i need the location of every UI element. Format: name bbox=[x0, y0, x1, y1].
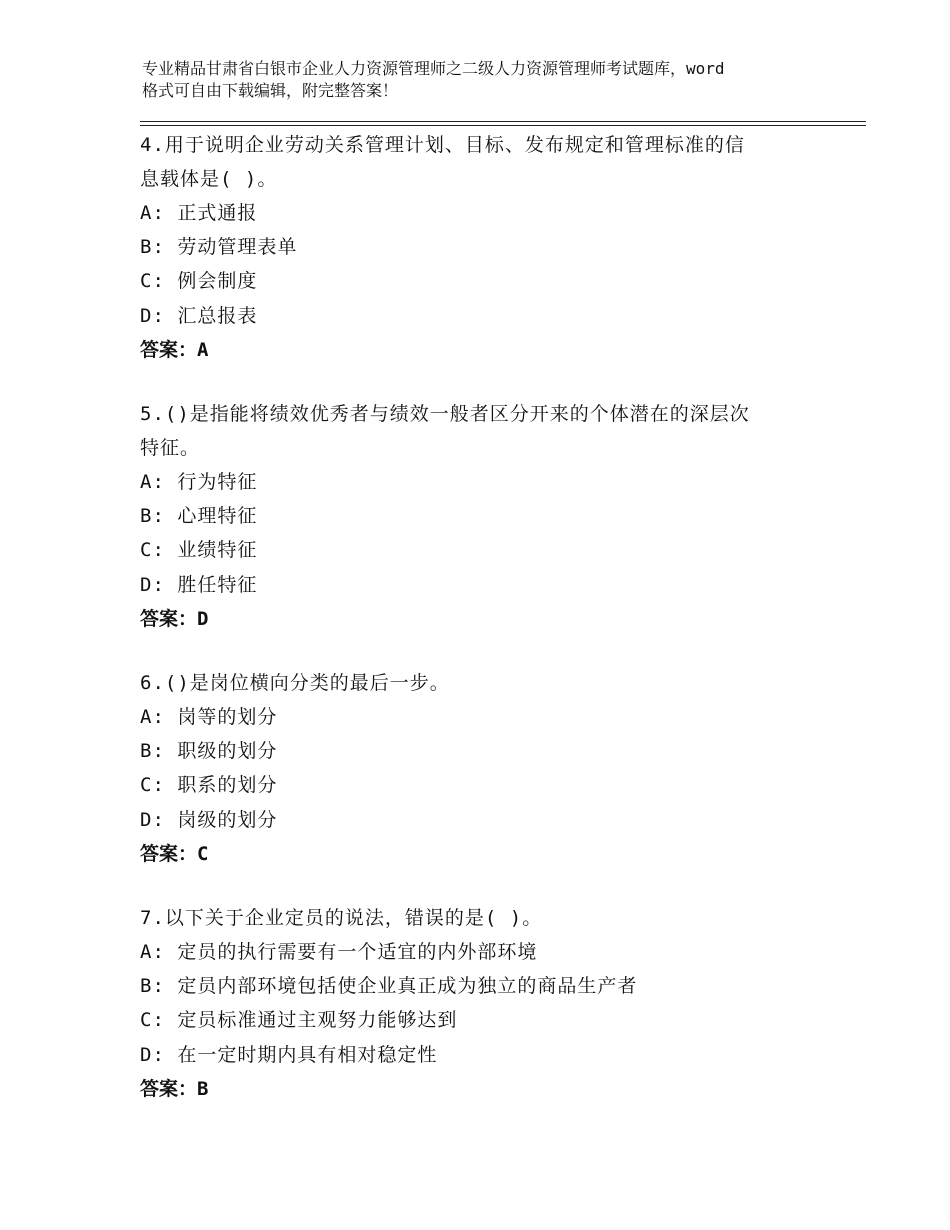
option-a: A: 行为特征 bbox=[140, 471, 258, 494]
option-c: C: 业绩特征 bbox=[140, 539, 258, 562]
header-line-1: 专业精品甘肃省白银市企业人力资源管理师之二级人力资源管理师考试题库，word bbox=[142, 59, 725, 78]
question-stem: 7.以下关于企业定员的说法，错误的是( )。 bbox=[140, 907, 543, 930]
question-6 bbox=[140, 666, 820, 871]
option-a: A: 正式通报 bbox=[140, 202, 258, 224]
option-d: D: 在一定时期内具有相对稳定性 bbox=[140, 1043, 438, 1066]
answer-label: 答案：A bbox=[140, 338, 209, 361]
option-a: A: 岗等的划分 bbox=[140, 706, 278, 729]
option-b: B: 心理特征 bbox=[140, 505, 258, 528]
option-c: C: 例会制度 bbox=[140, 270, 258, 293]
question-7 bbox=[140, 901, 820, 1106]
question-stem: 4.用于说明企业劳动关系管理计划、目标、发布规定和管理标准的信 bbox=[140, 134, 745, 156]
option-b: B: 劳动管理表单 bbox=[140, 236, 298, 259]
question-list bbox=[140, 128, 820, 1136]
question-stem: 6.()是岗位横向分类的最后一步。 bbox=[140, 672, 450, 695]
question-5 bbox=[140, 397, 820, 636]
option-b: B: 职级的划分 bbox=[140, 740, 278, 763]
header-divider-bottom bbox=[140, 125, 866, 126]
header-divider-top bbox=[140, 121, 866, 122]
option-b: B: 定员内部环境包括使企业真正成为独立的商品生产者 bbox=[140, 975, 638, 998]
question-4 bbox=[140, 128, 820, 367]
option-d: D: 岗级的划分 bbox=[140, 808, 278, 831]
answer-label: 答案：C bbox=[140, 842, 209, 865]
answer-label: 答案：B bbox=[140, 1077, 209, 1100]
header-line-2: 格式可自由下载编辑，附完整答案！ bbox=[142, 81, 399, 100]
question-stem-continued: 息载体是( )。 bbox=[140, 168, 278, 190]
document-header bbox=[142, 58, 842, 102]
option-c: C: 职系的划分 bbox=[140, 774, 278, 797]
question-stem-continued: 特征。 bbox=[140, 437, 201, 460]
option-a: A: 定员的执行需要有一个适宜的内外部环境 bbox=[140, 941, 538, 964]
option-c: C: 定员标准通过主观努力能够达到 bbox=[140, 1009, 458, 1032]
option-d: D: 胜任特征 bbox=[140, 573, 258, 596]
question-stem: 5.()是指能将绩效优秀者与绩效一般者区分开来的个体潜在的深层次 bbox=[140, 403, 750, 426]
option-d: D: 汇总报表 bbox=[140, 304, 258, 327]
answer-label: 答案：D bbox=[140, 607, 209, 630]
